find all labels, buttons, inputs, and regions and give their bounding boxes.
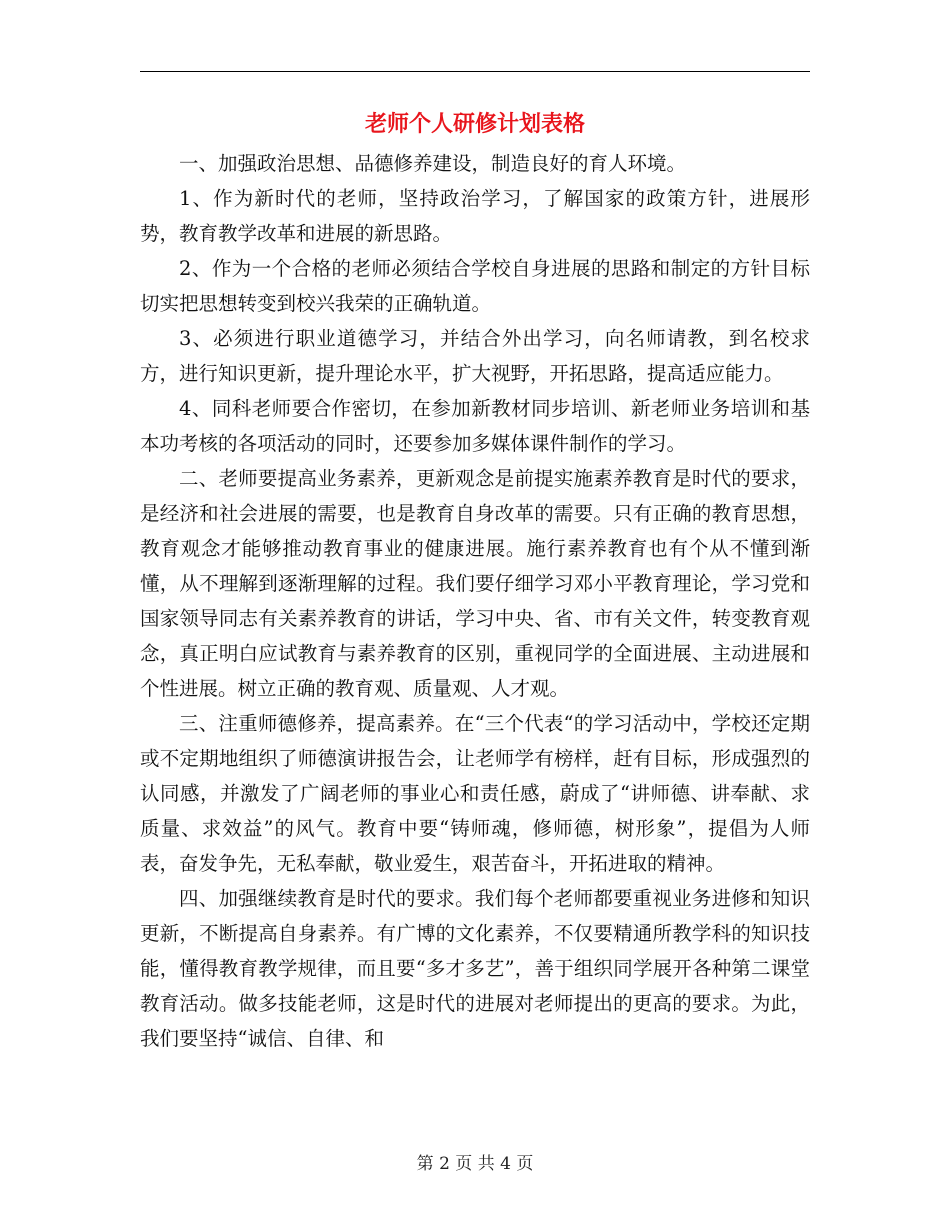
section-1-heading: 一、加强政治思想、品德修养建设，制造良好的育人环境。 [179,152,687,175]
paragraph-1-2: 2、作为一个合格的老师必须结合学校自身进展的思路和制定的方针目标切实把思想转变到校兴我荣的正确轨道。 [140,257,810,315]
section-4-paragraph: 四、加强继续教育是时代的要求。我们每个老师都要重视业务进修和知识更新，不断提高自身素养。有广博的文化素养，不仅要精通所教学科的知识技能，懂得教育教学规律，而且要“多才多艺”，善于组织同学展开各种第二课堂教育活动。做多技能老师，这是时代的进展对老师提出的更高的要求。为此，我们要坚持“诚信、自律、和 [140,887,810,1050]
section-2-paragraph: 二、老师要提高业务素养，更新观念是前提实施素养教育是时代的要求，是经济和社会进展的需要，也是教育自身改革的需要。只有正确的教育思想，教育观念才能够推动教育事业的健康进展。施行素养教育也有个从不懂到渐懂，从不理解到逐渐理解的过程。我们要仔细学习邓小平教育理论，学习党和国家领导同志有关素养教育的讲话，学习中央、省、市有关文件，转变教育观念，真正明白应试教育与素养教育的区别，重视同学的全面进展、主动进展和个性进展。树立正确的教育观、质量观、人才观。 [140,467,810,700]
document-body [140,146,810,1056]
document-title: 老师个人研修计划表格 [364,111,585,137]
paragraph-1-3: 3、必须进行职业道德学习，并结合外出学习，向名师请教，到名校求方，进行知识更新，提升理论水平，扩大视野，开拓思路，提高适应能力。 [140,327,810,385]
section-3-paragraph: 三、注重师德修养，提高素养。在“三个代表“的学习活动中，学校还定期或不定期地组织了师德演讲报告会，让老师学有榜样，赶有目标，形成强烈的认同感，并激发了广阔老师的事业心和责任感，蔚成了“讲师德、讲奉献、求质量、求效益”的风气。教育中要“铸师魂，修师德，树形象”，提倡为人师表，奋发争先，无私奉献，敬业爱生，艰苦奋斗，开拓进取的精神。 [140,712,810,875]
paragraph-1-4: 4、同科老师要合作密切，在参加新教材同步培训、新老师业务培训和基本功考核的各项活动的同时，还要参加多媒体课件制作的学习。 [140,397,810,455]
paragraph-1-1: 1、作为新时代的老师，坚持政治学习，了解国家的政策方针，进展形势，教育教学改革和进展的新思路。 [140,187,810,245]
page-number-footer: 第 2 页 共 4 页 [416,1154,534,1174]
header-rule [140,71,810,72]
